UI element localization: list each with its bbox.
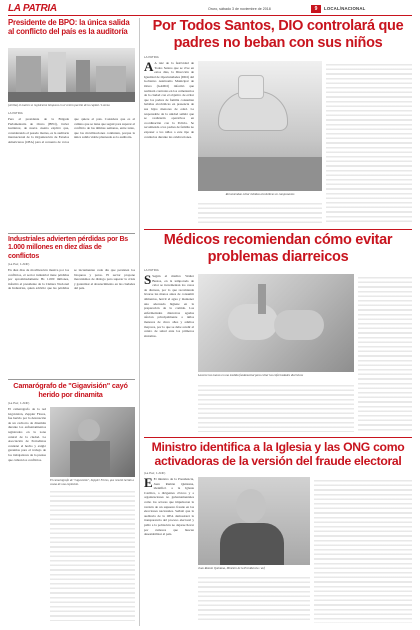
article-industriales [8, 236, 135, 378]
article-medicos-byline: LA PATRIA [144, 268, 159, 272]
article-ministro-body-cont [198, 574, 310, 623]
article-ministro-caption: Juan Ramón Quintana, Ministro de la Presidencia / anf [198, 566, 265, 570]
article-todos-santos [144, 18, 412, 228]
article-todos-santos-caption: Recomiendan evitar bebidas alcohólicas en camposantos [225, 192, 295, 196]
article-bpo-byline: LA PATRIA [8, 111, 23, 115]
article-gigavision-byline: (La Paz, 1 ANF) [8, 401, 30, 405]
article-todos-santos-headline: Por Todos Santos, DIO controlará que padres no beban con sus niños [152, 18, 404, 51]
article-todos-santos-tag: LA PATRIA [144, 55, 159, 59]
dateline: Oruro, sábado 3 de noviembre de 2018 [208, 7, 271, 11]
page-number: 9 [311, 5, 321, 13]
article-ministro-body-right [314, 477, 412, 623]
article-bpo-caption: (Arriba) el martes se registraron bloqueos en el centro paceño de la capital / Lorena [8, 103, 110, 107]
article-industriales-body: En diez días de movilización masiva por los conflictos, el sector industrial tiene pérdidas por aproximadamente Bs 1.000 millones, informó el presidente de la Cámara Nacional de Industrias, quien advirtió que las pérdidas se incrementan cada día que persisten los bloqueos y paros. El sector propone mecanismos de diálogo para superar la crisis y garantizar el abastecimiento en las ciudades del país. [8, 268, 135, 291]
article-industriales-byline: (La Paz, 1 ANF) [8, 262, 30, 266]
article-todos-santos-photo [198, 61, 322, 191]
article-medicos-body: S Según el médico Walter Bustos, en la temporada de calor se incrementan los casos de diarreas, por lo que recomienda lavarse las manos antes de consumir alimentos, hervir el agua y mantener una adecuada higiene en la preparación de la comida. Las enfermedades diarreicas agudas afectan principalmente a niños menores de cinco años y adultos mayores, por lo que se debe acudir al centro de salud ante los primeros síntomas. [144, 274, 194, 338]
article-ministro-byline: (La Paz, 1 ANF) [144, 471, 166, 475]
article-medicos-body-right [358, 274, 412, 432]
masthead-rule [8, 15, 412, 16]
article-bpo-photo [8, 48, 135, 102]
article-bpo-body: Pero el presidente de la Brigada Parlamentaria de Oruro (BPO), Javier Gutiérrez, de nueva cuenta explicó que, considerando el pasado martes, es la auditoría internacional de la Organización de Estados Americanos (OEA) para el recuento de votos que quiere el país. Considera que es el camino que se tiene que seguir para superar el conflicto de las últimas semanas, entre tanto, que las movilizaciones continúan, porque la única salida viable planteada es la auditoría. [8, 117, 135, 144]
masthead [8, 3, 412, 15]
article-industriales-headline: Industriales advierten pérdidas por Bs 1.000 millones en diez días de conflictos [8, 236, 128, 260]
article-medicos [144, 232, 412, 436]
divider [8, 379, 135, 380]
column-divider [139, 18, 140, 626]
article-ministro-headline: Ministro identifica a la Iglesia y las ONG como activadoras de la versión del fraude electoral [151, 440, 405, 468]
divider [8, 233, 135, 234]
article-medicos-headline: Médicos recomiendan cómo evitar problemas diarreicos [163, 232, 393, 265]
section-rule [144, 437, 412, 438]
section-label: LOCAL/NACIONAL [324, 6, 366, 11]
article-gigavision [8, 382, 135, 626]
article-bpo-headline: Presidente de BPO: la única salida al conflicto del país es la auditoría [8, 18, 130, 37]
article-gigavision-caption: El camarógrafo de "Gigavisión", Zeppler Flores, que resultó herido a causa de una explosión. [50, 478, 135, 486]
article-gigavision-body: El camarógrafo de la red Gigavisión, Zeppler Flores, fue herido por la detonación de un cachorro de dinamita durante los enfrentamientos registrados en la zona central de la ciudad. La Asociación de Periodistas condenó el hecho y exigió garantías para el trabajo de los trabajadores de la prensa que cubren los conflictos. [8, 407, 46, 462]
article-ministro-photo [198, 477, 310, 565]
article-medicos-caption: Lavarse las manos es una medida fundamental para evitar las enfermedades diarreicas [198, 373, 304, 377]
article-bpo [8, 18, 135, 232]
newspaper-logo: LA PATRIA [8, 3, 57, 14]
article-todos-santos-body-cont [198, 200, 322, 225]
article-gigavision-body-cont [50, 488, 135, 621]
article-medicos-body-cont [198, 382, 354, 432]
article-todos-santos-body-right [326, 61, 412, 225]
article-gigavision-photo [50, 407, 135, 477]
article-ministro [144, 440, 412, 626]
article-medicos-photo [198, 274, 354, 372]
article-ministro-body: E El ministro de la Presidencia, Juan Ramón Quintana, identificó a la Iglesia Católica, a dirigentes cívicos y a organizaciones no gubernamentales como los actores que impulsaron la versión de un supuesto fraude en las elecciones nacionales. Señaló que la auditoría de la OEA demostrará la transparencia del proceso electoral y pidió a la población no dejarse llevar por rumores que buscan desestabilizar al país. [144, 477, 194, 537]
article-gigavision-headline: Camarógrafo de "Gigavisión" cayó herido por dinamita [13, 381, 128, 399]
section-rule [144, 229, 412, 230]
article-todos-santos-body: A A raíz de la festividad de Todos Santos que se vive en estos días, la Dirección de Igualdad de Oportunidades (DIO) del Gobierno Autónomo Municipal de Oruro (GAMO) informó que realizará controles en los cementerios de la ciudad con el objetivo de evitar que los padres de familia consuman bebidas alcohólicas en presencia de sus hijos menores de edad. La responsable de la unidad señaló que se realizarán operativos en coordinación con la Policía. Se recomienda a los padres de familia no exponer a los niños a este tipo de conductas durante las celebraciones. [144, 61, 194, 139]
